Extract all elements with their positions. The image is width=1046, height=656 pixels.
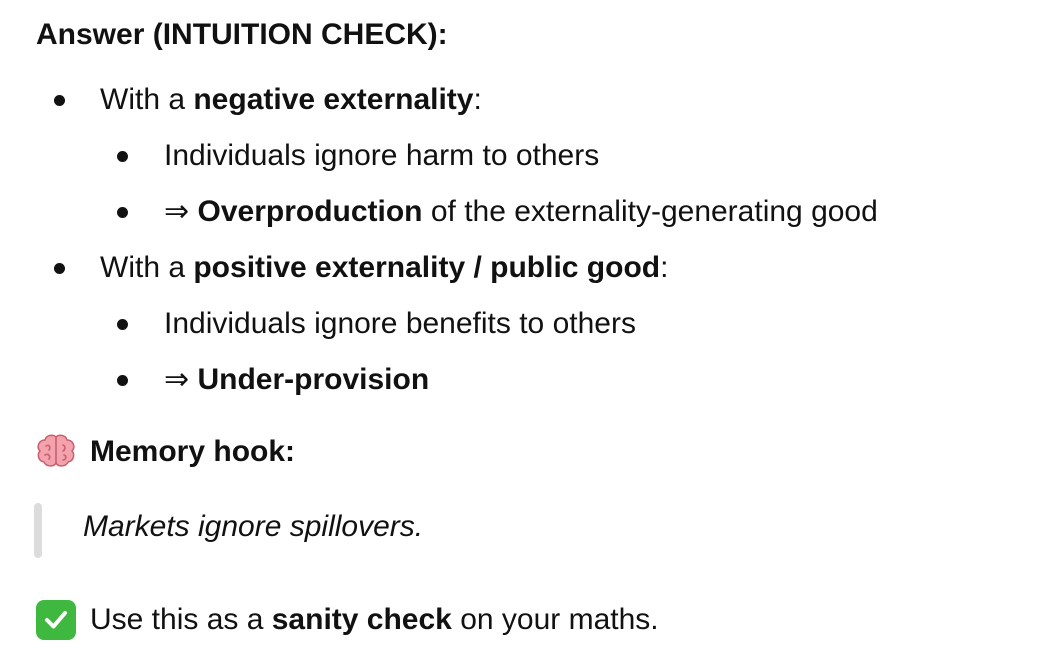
brain-icon: [36, 432, 76, 473]
footer-prefix: Use this as a: [90, 603, 272, 636]
implies-arrow: ⇒: [164, 195, 198, 228]
bullet-marker: [54, 263, 65, 274]
sub-item-suffix: of the externality-generating good: [422, 195, 878, 228]
item-suffix: :: [473, 83, 482, 116]
memory-hook-label: Memory hook:: [90, 435, 296, 468]
list-item-positive-externality: [100, 248, 668, 288]
sub-bullet-marker: [117, 207, 128, 218]
footer-suffix: on your maths.: [451, 603, 659, 636]
implies-arrow: ⇒: [164, 363, 198, 396]
check-mark-button-icon: [36, 600, 76, 640]
item-prefix: With a: [100, 83, 194, 116]
memory-hook-quote: Markets ignore spillovers.: [83, 510, 424, 543]
sub-item-keyword: Overproduction: [197, 195, 423, 228]
sub-item-text: Individuals ignore benefits to others: [164, 307, 636, 340]
list-item-negative-externality: [100, 80, 482, 120]
item-prefix: With a: [100, 251, 194, 284]
sub-item-ignore-benefits: [164, 304, 636, 344]
sub-bullet-marker: [117, 375, 128, 386]
answer-heading: Answer (INTUITION CHECK):: [36, 18, 448, 51]
memory-hook-line: [36, 432, 295, 472]
blockquote-bar: [34, 503, 42, 558]
sub-item-under-provision: [164, 360, 429, 400]
sub-item-overproduction: [164, 192, 878, 232]
bullet-marker: [54, 95, 65, 106]
item-keyword: negative externality: [193, 83, 474, 116]
sub-item-keyword: Under-provision: [197, 363, 430, 396]
sub-bullet-marker: [117, 151, 128, 162]
sub-item-text: Individuals ignore harm to others: [164, 139, 600, 172]
item-suffix: :: [660, 251, 669, 284]
sub-bullet-marker: [117, 319, 128, 330]
sanity-check-line: [36, 600, 659, 640]
sub-item-ignore-harm: [164, 136, 599, 176]
footer-keyword: sanity check: [271, 603, 452, 636]
item-keyword: positive externality / public good: [193, 251, 661, 284]
